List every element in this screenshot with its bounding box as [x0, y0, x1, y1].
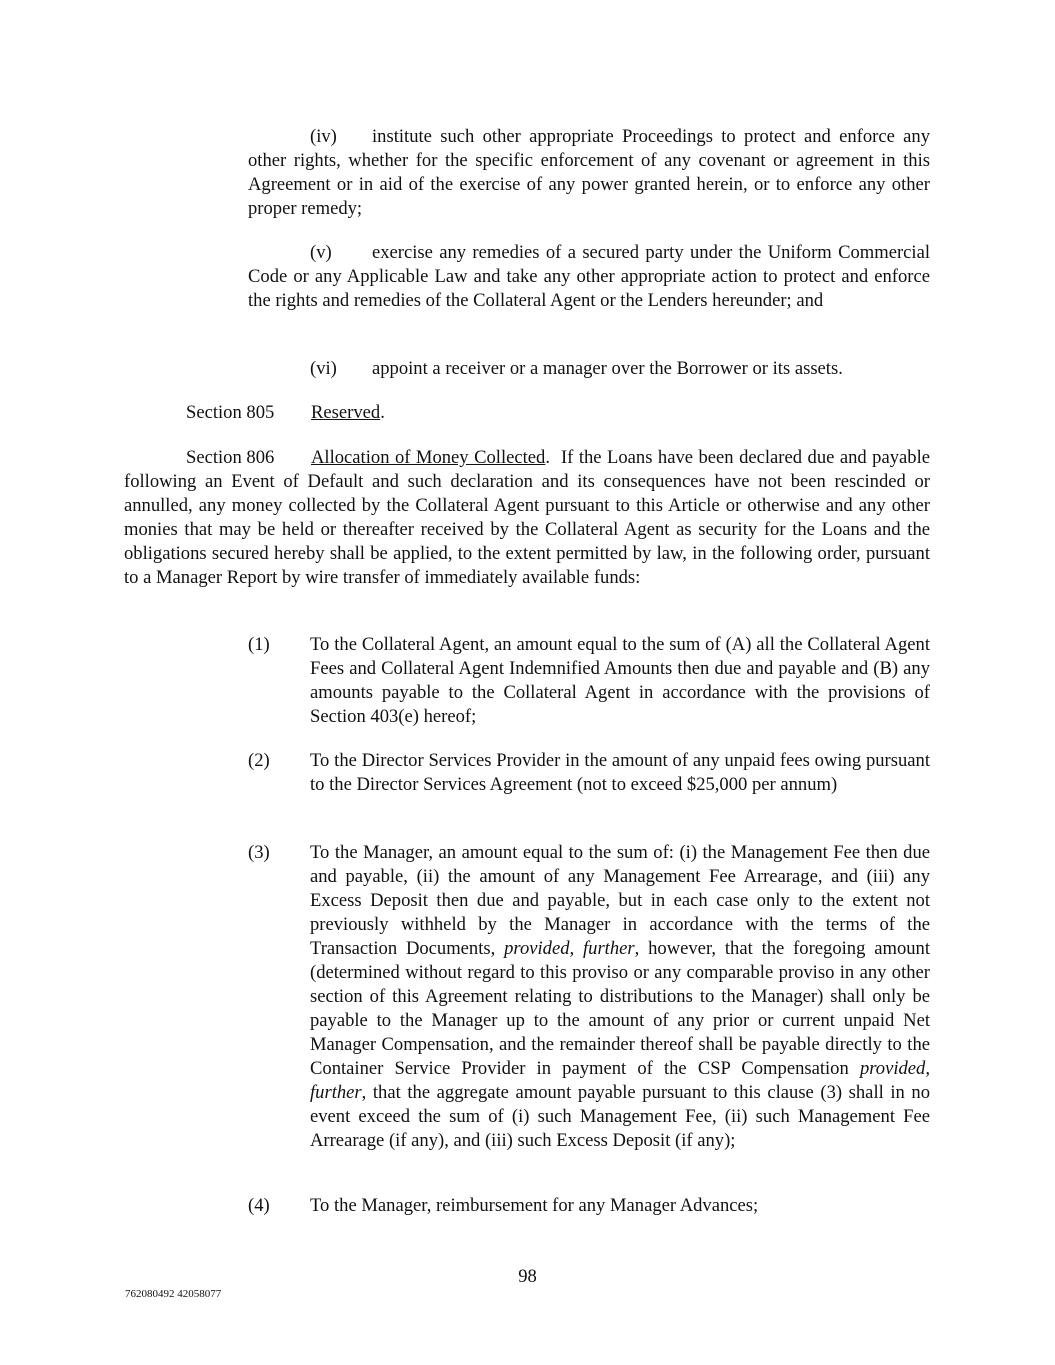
item-text: institute such other appropriate Proceedings to protect and enforce any other rights, whether for the specific enforcement of any covenant or agreement in this Agreement or in aid of the exercise of any power granted herein, or to enforce any other proper remedy; — [248, 126, 930, 219]
item-text-part: To the Manager, an amount equal to the sum of: (i) the Management Fee then due and payable, (ii) the amount of any Management Fee Arrearage, and (iii) any Excess Deposit then due and payable, but in each case only to the extent not previously withheld by the Manager in accordance with the terms of the Transaction Documents, — [310, 842, 930, 959]
item-label: (vi) — [310, 358, 337, 379]
item-text-emphasis: provided, further — [504, 938, 635, 959]
paragraph-roman-v — [248, 241, 930, 313]
item-text: exercise any remedies of a secured party under the Uniform Commercial Code or any Applicable Law and take any other appropriate action to protect and enforce the rights and remedies of the Collateral Agent or the Lenders hereunder; and — [248, 242, 930, 311]
section-body: If the Loans have been declared due and payable following an Event of Default and such declaration and its consequences have not been rescinded or annulled, any money collected by the Collateral Agent pursuant to this Article or otherwise and any other monies that may be held or thereafter received by the Collateral Agent as security for the Loans and the obligations secured hereby shall be applied, to the extent permitted by law, in the following order, pursuant to a Manager Report by wire transfer of immediately available funds: — [124, 447, 935, 588]
item-text: To the Manager, reimbursement for any Manager Advances; — [310, 1195, 759, 1216]
numbered-item-4 — [248, 1194, 930, 1218]
item-number: (4) — [248, 1195, 270, 1216]
section-title: Reserved — [311, 402, 381, 423]
item-label: (v) — [310, 242, 332, 263]
item-text: To the Collateral Agent, an amount equal to the sum of (A) all the Collateral Agent Fees and Collateral Agent Indemnified Amounts then due and payable and (B) any amounts payable to the Collateral Agent in accordance with the provisions of Section 403(e) hereof; — [310, 634, 930, 727]
paragraph-roman-vi — [248, 357, 930, 381]
item-label: (iv) — [310, 126, 337, 147]
item-text-emphasis: provided, further — [310, 1058, 930, 1103]
item-number: (3) — [248, 842, 270, 863]
item-text: To the Director Services Provider in the amount of any unpaid fees owing pursuant to the Director Services Agreement (not to exceed $25,000 per annum) — [310, 750, 930, 795]
numbered-item-3 — [248, 841, 930, 1177]
section-805 — [186, 401, 930, 425]
numbered-item-1 — [248, 633, 930, 729]
item-text: appoint a receiver or a manager over the Borrower or its assets. — [372, 358, 843, 379]
section-title-end: . — [380, 402, 385, 423]
item-text — [310, 841, 930, 1153]
item-text-part: , that the aggregate amount payable pursuant to this clause (3) shall in no event exceed the sum of (i) such Management Fee, (ii) such Management Fee Arrearage (if any), and (iii) such Excess Deposit (if any); — [310, 1082, 930, 1151]
section-label: Section 805 — [186, 402, 275, 423]
page-number: 98 — [518, 1266, 537, 1287]
item-text-part: , however, that the foregoing amount (determined without regard to this proviso or any comparable proviso in any other section of this Agreement relating to distributions to the Manager) shall only be payable to the Manager up to the amount of any prior or current unpaid Net Manager Compensation, and the remainder thereof shall be payable directly to the Container Service Provider in payment of the CSP Compensation — [310, 938, 930, 1079]
numbered-item-2 — [248, 749, 930, 821]
item-number: (1) — [248, 634, 270, 655]
paragraph-roman-iv — [248, 125, 930, 221]
section-label: Section 806 — [186, 447, 275, 468]
item-number: (2) — [248, 750, 270, 771]
section-title-end: . — [545, 447, 550, 468]
section-806 — [124, 446, 935, 590]
section-title: Allocation of Money Collected — [311, 447, 546, 468]
document-id: 762080492 42058077 — [125, 1288, 222, 1300]
